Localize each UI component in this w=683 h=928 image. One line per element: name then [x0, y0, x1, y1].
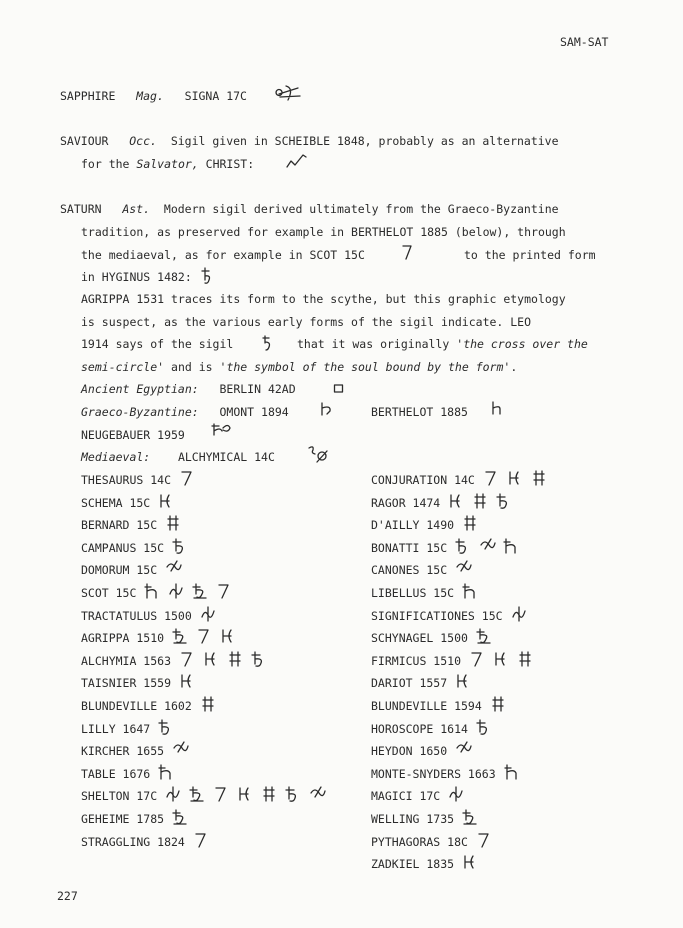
source-row: ALCHYMIA 1563	[81, 653, 172, 668]
form-label: Graeco-Byzantine:	[81, 405, 199, 419]
sigil-variant-icon	[165, 785, 183, 803]
source-text: BERLIN 42AD	[219, 382, 296, 396]
sigil-variant-icon	[203, 650, 221, 668]
entry-category: Mag.	[136, 89, 164, 103]
entry-text: Sigil given in SCHEIBLE 1848, probably as an alternative	[170, 134, 559, 148]
source-row: THESAURUS 14C	[81, 473, 172, 487]
saturn-sigil-icon	[262, 334, 274, 352]
sigil-variant-icon	[504, 763, 522, 781]
entry-sapphire	[60, 89, 247, 103]
sigil-variant-icon	[476, 627, 494, 645]
saturn-sigil-icon	[490, 400, 504, 416]
sigil-variant-icon	[455, 537, 473, 555]
sigil-variant-icon	[144, 582, 162, 600]
sigil-variant-icon	[172, 627, 190, 645]
sigil-variant-icon	[455, 559, 473, 577]
sigil-variant-icon	[158, 492, 176, 510]
sigil-variant-icon	[172, 740, 190, 758]
sigil-variant-icon	[469, 650, 487, 668]
byzantine-line	[81, 405, 289, 419]
source-row: RAGOR 1474	[371, 495, 441, 510]
entry-text-italic: Salvator,	[136, 157, 199, 171]
sigil-variant-icon	[479, 537, 497, 555]
entry-text: .	[510, 360, 518, 374]
byzantine-source-2: BERTHELOT 1885	[371, 405, 468, 419]
sigil-variant-icon	[179, 650, 197, 668]
sigil-variant-icon	[531, 469, 549, 487]
running-head: SAM-SAT	[560, 35, 609, 49]
source-row: CAMPANUS 15C	[81, 540, 165, 555]
entry-text: Modern sigil derived ultimately from the Graeco-Byzantine	[163, 202, 559, 216]
entry-text: CHRIST:	[205, 157, 255, 171]
source-row: GEHEIME 1785	[81, 812, 165, 826]
source-row: AGRIPPA 1510	[81, 631, 165, 646]
source-row: HEYDON 1650	[371, 744, 448, 759]
sigil-variant-icon	[196, 627, 214, 645]
egyptian-line	[81, 382, 296, 396]
sigil-variant-icon	[200, 695, 218, 713]
entry-category: Occ.	[129, 134, 157, 148]
source-text: OMONT 1894	[219, 405, 289, 419]
sigil-variant-icon	[158, 763, 176, 781]
sigil-variant-icon	[213, 785, 231, 803]
entry-category: Ast.	[122, 202, 151, 216]
sigil-variant-icon	[493, 650, 511, 668]
sigil-variant-icon	[200, 605, 218, 623]
sigil-variant-icon	[517, 650, 535, 668]
sigil-variant-icon	[168, 582, 186, 600]
source-row: STRAGGLING 1824	[81, 834, 185, 849]
christ-sigil-icon	[285, 153, 307, 169]
sigil-variant-icon	[158, 718, 176, 736]
entry-saturn-line3b: to the printed form	[464, 248, 596, 262]
entry-saturn-line7a: 1914 says of the sigil	[81, 337, 234, 351]
source-row: TAISNIER 1559	[81, 676, 172, 691]
sigil-variant-icon	[309, 785, 327, 803]
entry-saturn-line3	[81, 248, 365, 262]
form-label: Mediaeval:	[81, 450, 151, 464]
entry-term: SAPPHIRE	[60, 89, 116, 103]
entry-saviour-line1	[60, 134, 559, 148]
saturn-sigil-icon	[200, 266, 214, 286]
sigil-variant-icon	[172, 808, 190, 826]
source-row: LIBELLUS 15C	[371, 586, 455, 600]
sigil-variant-icon	[462, 582, 480, 600]
entry-text-italic: 'the symbol of the soul bound by the form'	[219, 360, 511, 374]
entry-saturn-line4: in HYGINUS 1482:	[81, 270, 192, 284]
source-row: CANONES 15C	[371, 563, 448, 578]
source-row: CONJURATION 14C	[371, 473, 475, 487]
entry-saviour-line2	[81, 157, 254, 171]
source-row: MONTE-SNYDERS 1663	[371, 766, 496, 781]
entry-text-italic: semi-circle'	[81, 360, 165, 374]
sigil-variant-icon	[507, 469, 525, 487]
saturn-sigil-icon	[319, 401, 335, 417]
source-text: SIGNA 17C	[184, 89, 247, 103]
source-row: DARIOT 1557	[371, 676, 448, 691]
source-row: TABLE 1676	[81, 766, 151, 781]
sigil-variant-icon	[448, 492, 466, 510]
source-row: ZADKIEL 1835	[371, 857, 455, 872]
source-row: SCHEMA 15C	[81, 495, 151, 510]
sigil-variant-icon	[251, 650, 269, 668]
sigil-variant-icon	[462, 808, 480, 826]
sigil-variant-icon	[165, 514, 183, 532]
source-text: ALCHYMICAL 14C	[177, 450, 275, 464]
square-sigil-icon	[333, 383, 345, 395]
source-row: FIRMICUS 1510	[371, 653, 462, 668]
source-row: BLUNDEVILLE 1602	[81, 699, 192, 713]
sigil-variant-icon	[455, 740, 473, 758]
entry-saturn-line2: tradition, as preserved for example in BERTHELOT 1885 (below), through	[81, 225, 566, 239]
saturn-sigil-icon	[400, 243, 414, 261]
sigil-variant-icon	[476, 718, 494, 736]
sigil-variant-icon	[455, 672, 473, 690]
form-label: Ancient Egyptian:	[81, 382, 199, 396]
entry-saturn-line1	[60, 202, 559, 216]
entry-term: SAVIOUR	[60, 134, 109, 148]
sigil-variant-icon	[261, 785, 279, 803]
entry-saturn-line8	[81, 360, 517, 374]
sigil-variant-icon	[165, 559, 183, 577]
entry-text: for the	[81, 157, 130, 171]
sigil-variant-icon	[192, 582, 210, 600]
mediaeval-line	[81, 450, 275, 464]
source-row: BLUNDEVILLE 1594	[371, 699, 482, 713]
source-row: BONATTI 15C	[371, 540, 448, 555]
sigil-variant-icon	[227, 650, 245, 668]
source-row: DOMORUM 15C	[81, 563, 158, 578]
source-row: MAGICI 17C	[371, 789, 441, 804]
source-row: SCHYNAGEL 1500	[371, 631, 468, 646]
sigil-variant-icon	[172, 537, 190, 555]
source-row: PYTHAGORAS 18C	[371, 834, 468, 849]
source-row: SHELTON 17C	[81, 789, 158, 804]
sigil-variant-icon	[179, 469, 197, 487]
entry-saturn-line6: is suspect, as the various early forms of the sigil indicate. LEO	[81, 315, 532, 329]
sigil-variant-icon	[216, 582, 234, 600]
sigil-variant-icon	[189, 785, 207, 803]
source-row: SCOT 15C	[81, 586, 137, 600]
source-row: LILLY 1647	[81, 721, 151, 736]
entry-saturn-line5: AGRIPPA 1531 traces its form to the scythe, but this graphic etymology	[81, 292, 566, 306]
sigil-variant-icon	[193, 831, 211, 849]
saturn-sigil-icon	[211, 420, 233, 438]
entry-text: that it was originally	[297, 337, 450, 351]
sigil-variant-icon	[179, 672, 197, 690]
source-row: HOROSCOPE 1614	[371, 721, 468, 736]
sigil-variant-icon	[511, 605, 529, 623]
sigil-variant-icon	[490, 695, 508, 713]
sigil-variant-icon	[448, 785, 466, 803]
saturn-sigil-icon	[306, 444, 330, 464]
sigil-variant-icon	[220, 627, 238, 645]
entry-term: SATURN	[60, 202, 102, 216]
source-row: BERNARD 15C	[81, 518, 158, 533]
sigil-variant-icon	[496, 492, 514, 510]
sigil-variant-icon	[285, 785, 303, 803]
sigil-variant-icon	[237, 785, 255, 803]
source-row: D'AILLY 1490	[371, 518, 455, 533]
sigil-variant-icon	[462, 853, 480, 871]
source-row: KIRCHER 1655	[81, 744, 165, 759]
entry-text-italic: 'the cross over the	[456, 337, 588, 351]
sigil-variant-icon	[462, 514, 480, 532]
sigil-variant-icon	[472, 492, 490, 510]
source-row: WELLING 1735	[371, 812, 455, 826]
entry-text: and is	[171, 360, 213, 374]
sigil-variant-icon	[476, 831, 494, 849]
sigil-variant-icon	[483, 469, 501, 487]
neugebauer-line: NEUGEBAUER 1959	[81, 428, 185, 442]
source-row: TRACTATULUS 1500	[81, 608, 192, 623]
source-row: SIGNIFICATIONES 15C	[371, 608, 503, 623]
sapphire-sigil-icon	[276, 84, 302, 102]
page-number: 227	[57, 889, 78, 903]
entry-saturn-line7b	[297, 337, 588, 351]
entry-text: the mediaeval, as for example in SCOT 15C	[81, 248, 365, 262]
sigil-variant-icon	[503, 537, 521, 555]
